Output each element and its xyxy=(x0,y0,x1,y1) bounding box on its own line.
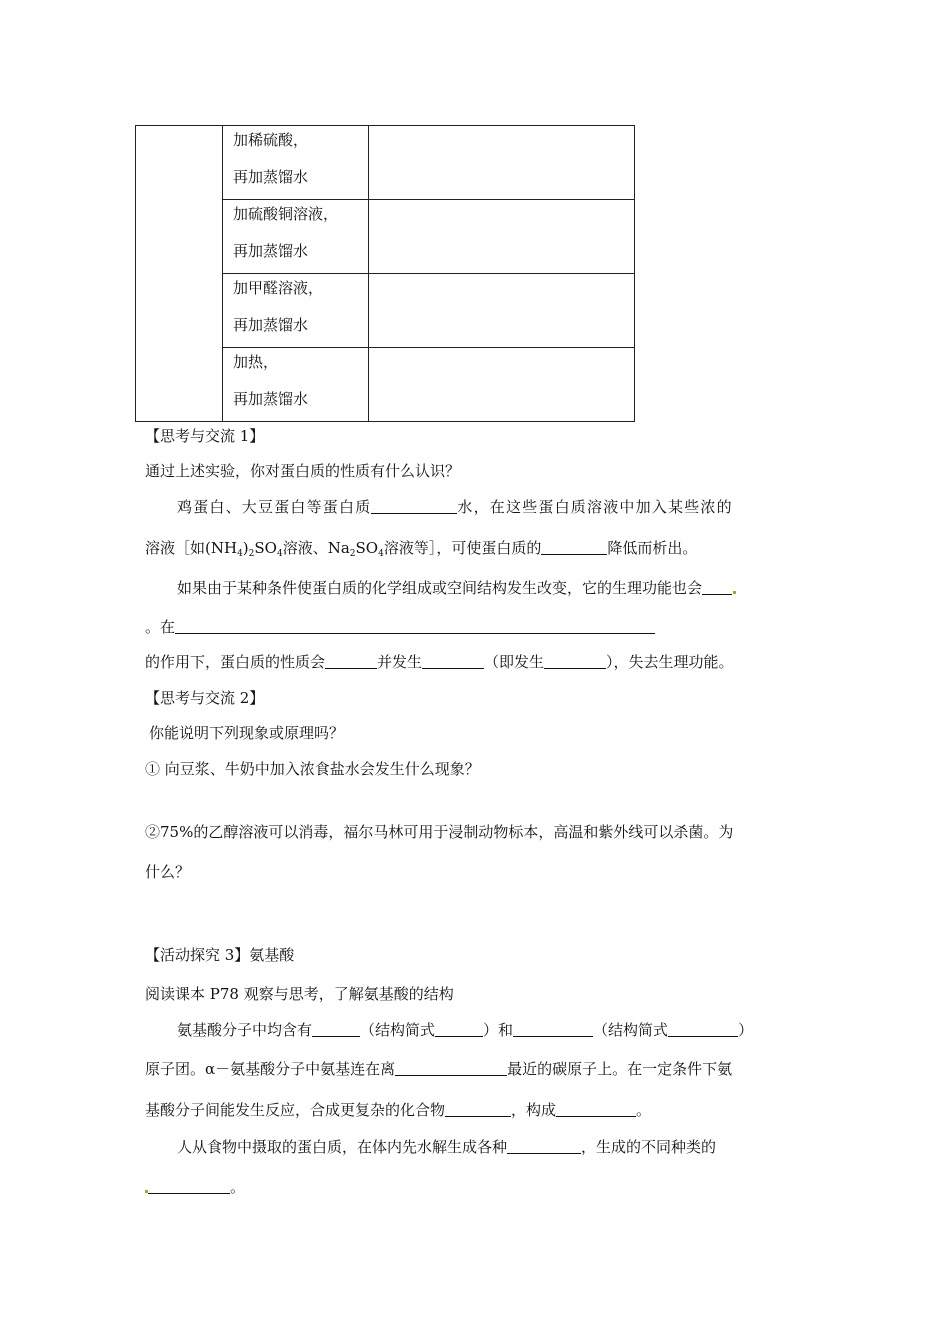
text-span: （结构简式 xyxy=(360,1021,436,1039)
answer-blank[interactable] xyxy=(513,1021,593,1037)
answer-blank[interactable] xyxy=(702,579,732,595)
subscript: 2 xyxy=(248,549,255,559)
paragraph xyxy=(145,1177,245,1197)
paragraph xyxy=(145,1059,732,1079)
paragraph xyxy=(145,538,697,564)
text-span: 最近的碳原子上。在一定条件下氨 xyxy=(507,1060,733,1078)
text-span: （即发生 xyxy=(484,653,545,671)
section-title: 【思考与交流 2】 xyxy=(145,689,265,707)
table-cell-condition xyxy=(223,126,369,200)
answer-blank[interactable] xyxy=(175,618,655,634)
experiment-table xyxy=(135,125,635,422)
answer-blank[interactable] xyxy=(556,1101,636,1117)
text-span: 。在 xyxy=(145,618,176,636)
condition-line: 加甲醛溶液， xyxy=(233,279,324,297)
text-span: ，构成 xyxy=(511,1101,557,1119)
condition-line: 再加蒸馏水 xyxy=(233,316,309,334)
dot-mark xyxy=(733,591,736,594)
text-span: 基酸分子间能发生反应，合成更复杂的化合物 xyxy=(145,1101,446,1119)
intro-text: 阅读课本 P78 观察与思考，了解氨基酸的结构 xyxy=(145,985,454,1003)
answer-blank[interactable] xyxy=(541,539,607,555)
text-span: （结构简式 xyxy=(593,1021,669,1039)
subscript: 4 xyxy=(237,549,243,559)
question-text: 你能说明下列现象或原理吗？ xyxy=(149,724,345,742)
paragraph xyxy=(145,617,655,637)
table-row xyxy=(136,126,635,200)
condition-line: 加热， xyxy=(233,353,279,371)
answer-blank[interactable] xyxy=(422,653,484,669)
condition-line: 再加蒸馏水 xyxy=(233,242,309,260)
answer-blank[interactable] xyxy=(435,1021,483,1037)
paragraph xyxy=(145,652,734,672)
answer-blank[interactable] xyxy=(445,1101,511,1117)
text-span: 并发生 xyxy=(377,653,423,671)
condition-line: 再加蒸馏水 xyxy=(233,168,309,186)
answer-blank[interactable] xyxy=(544,653,606,669)
text-span: 溶液等］，可使蛋白质的 xyxy=(383,539,542,557)
text-span: ，生成的不同种类的 xyxy=(581,1138,717,1156)
section-title: 【活动探究 3】氨基酸 xyxy=(145,946,295,964)
text-span: 溶液［如(NH xyxy=(145,539,238,557)
paragraph xyxy=(177,578,736,598)
text-span: 降低而析出。 xyxy=(607,539,698,557)
text-span: ） xyxy=(738,1021,754,1039)
table-cell-condition xyxy=(223,348,369,422)
text-span: ），失去生理功能。 xyxy=(606,653,734,671)
text-span: 如果由于某种条件使蛋白质的化学组成或空间结构发生改变，它的生理功能也会 xyxy=(177,579,703,597)
table-cell-answer xyxy=(369,348,635,422)
text-span: 溶液、Na xyxy=(282,539,350,557)
subscript: 4 xyxy=(276,549,283,559)
answer-blank[interactable] xyxy=(507,1138,581,1154)
table-cell-answer xyxy=(369,126,635,200)
text-span: 。 xyxy=(636,1101,652,1119)
text-span: 的作用下，蛋白质的性质会 xyxy=(145,653,326,671)
table-cell-condition xyxy=(223,200,369,274)
subscript: 4 xyxy=(378,549,384,559)
paragraph xyxy=(177,1137,716,1157)
answer-blank[interactable] xyxy=(371,498,457,514)
text-span: ）和 xyxy=(483,1021,514,1039)
answer-blank[interactable] xyxy=(312,1021,360,1037)
answer-blank[interactable] xyxy=(395,1060,507,1076)
text-span: 水，在这些蛋白质溶液中加入某些浓的 xyxy=(457,498,733,516)
condition-line: 加稀硫酸， xyxy=(233,131,309,149)
text-span: 氨基酸分子中均含有 xyxy=(177,1021,313,1039)
answer-blank[interactable] xyxy=(148,1178,230,1194)
text-span: 人从食物中摄取的蛋白质，在体内先水解生成各种 xyxy=(177,1138,508,1156)
text-span: 。 xyxy=(230,1178,246,1196)
condition-line: 再加蒸馏水 xyxy=(233,390,309,408)
answer-blank[interactable] xyxy=(668,1021,738,1037)
paragraph xyxy=(177,1020,753,1040)
question-text: 通过上述实验，你对蛋白质的性质有什么认识？ xyxy=(145,462,461,480)
table-cell-answer xyxy=(369,274,635,348)
text-span: SO xyxy=(254,539,277,557)
question-item: ① 向豆浆、牛奶中加入浓食盐水会发生什么现象？ xyxy=(145,760,480,778)
table-cell-condition xyxy=(223,274,369,348)
paragraph xyxy=(145,1100,651,1120)
subscript: 2 xyxy=(349,549,356,559)
table-cell-blank xyxy=(136,126,223,422)
condition-line: 加硫酸铜溶液， xyxy=(233,205,339,223)
section-title: 【思考与交流 1】 xyxy=(145,427,265,445)
table-cell-answer xyxy=(369,200,635,274)
paragraph xyxy=(177,497,733,517)
answer-blank[interactable] xyxy=(325,653,377,669)
question-item: 什么？ xyxy=(145,863,191,881)
text-span: SO xyxy=(355,539,379,557)
text-span: ) xyxy=(242,539,249,557)
question-item: ②75%的乙醇溶液可以消毒，福尔马林可用于浸制动物标本，高温和紫外线可以杀菌。为 xyxy=(145,823,734,841)
text-span: 原子团。α－氨基酸分子中氨基连在离 xyxy=(145,1060,396,1078)
text-span: 鸡蛋白、大豆蛋白等蛋白质 xyxy=(177,498,372,516)
